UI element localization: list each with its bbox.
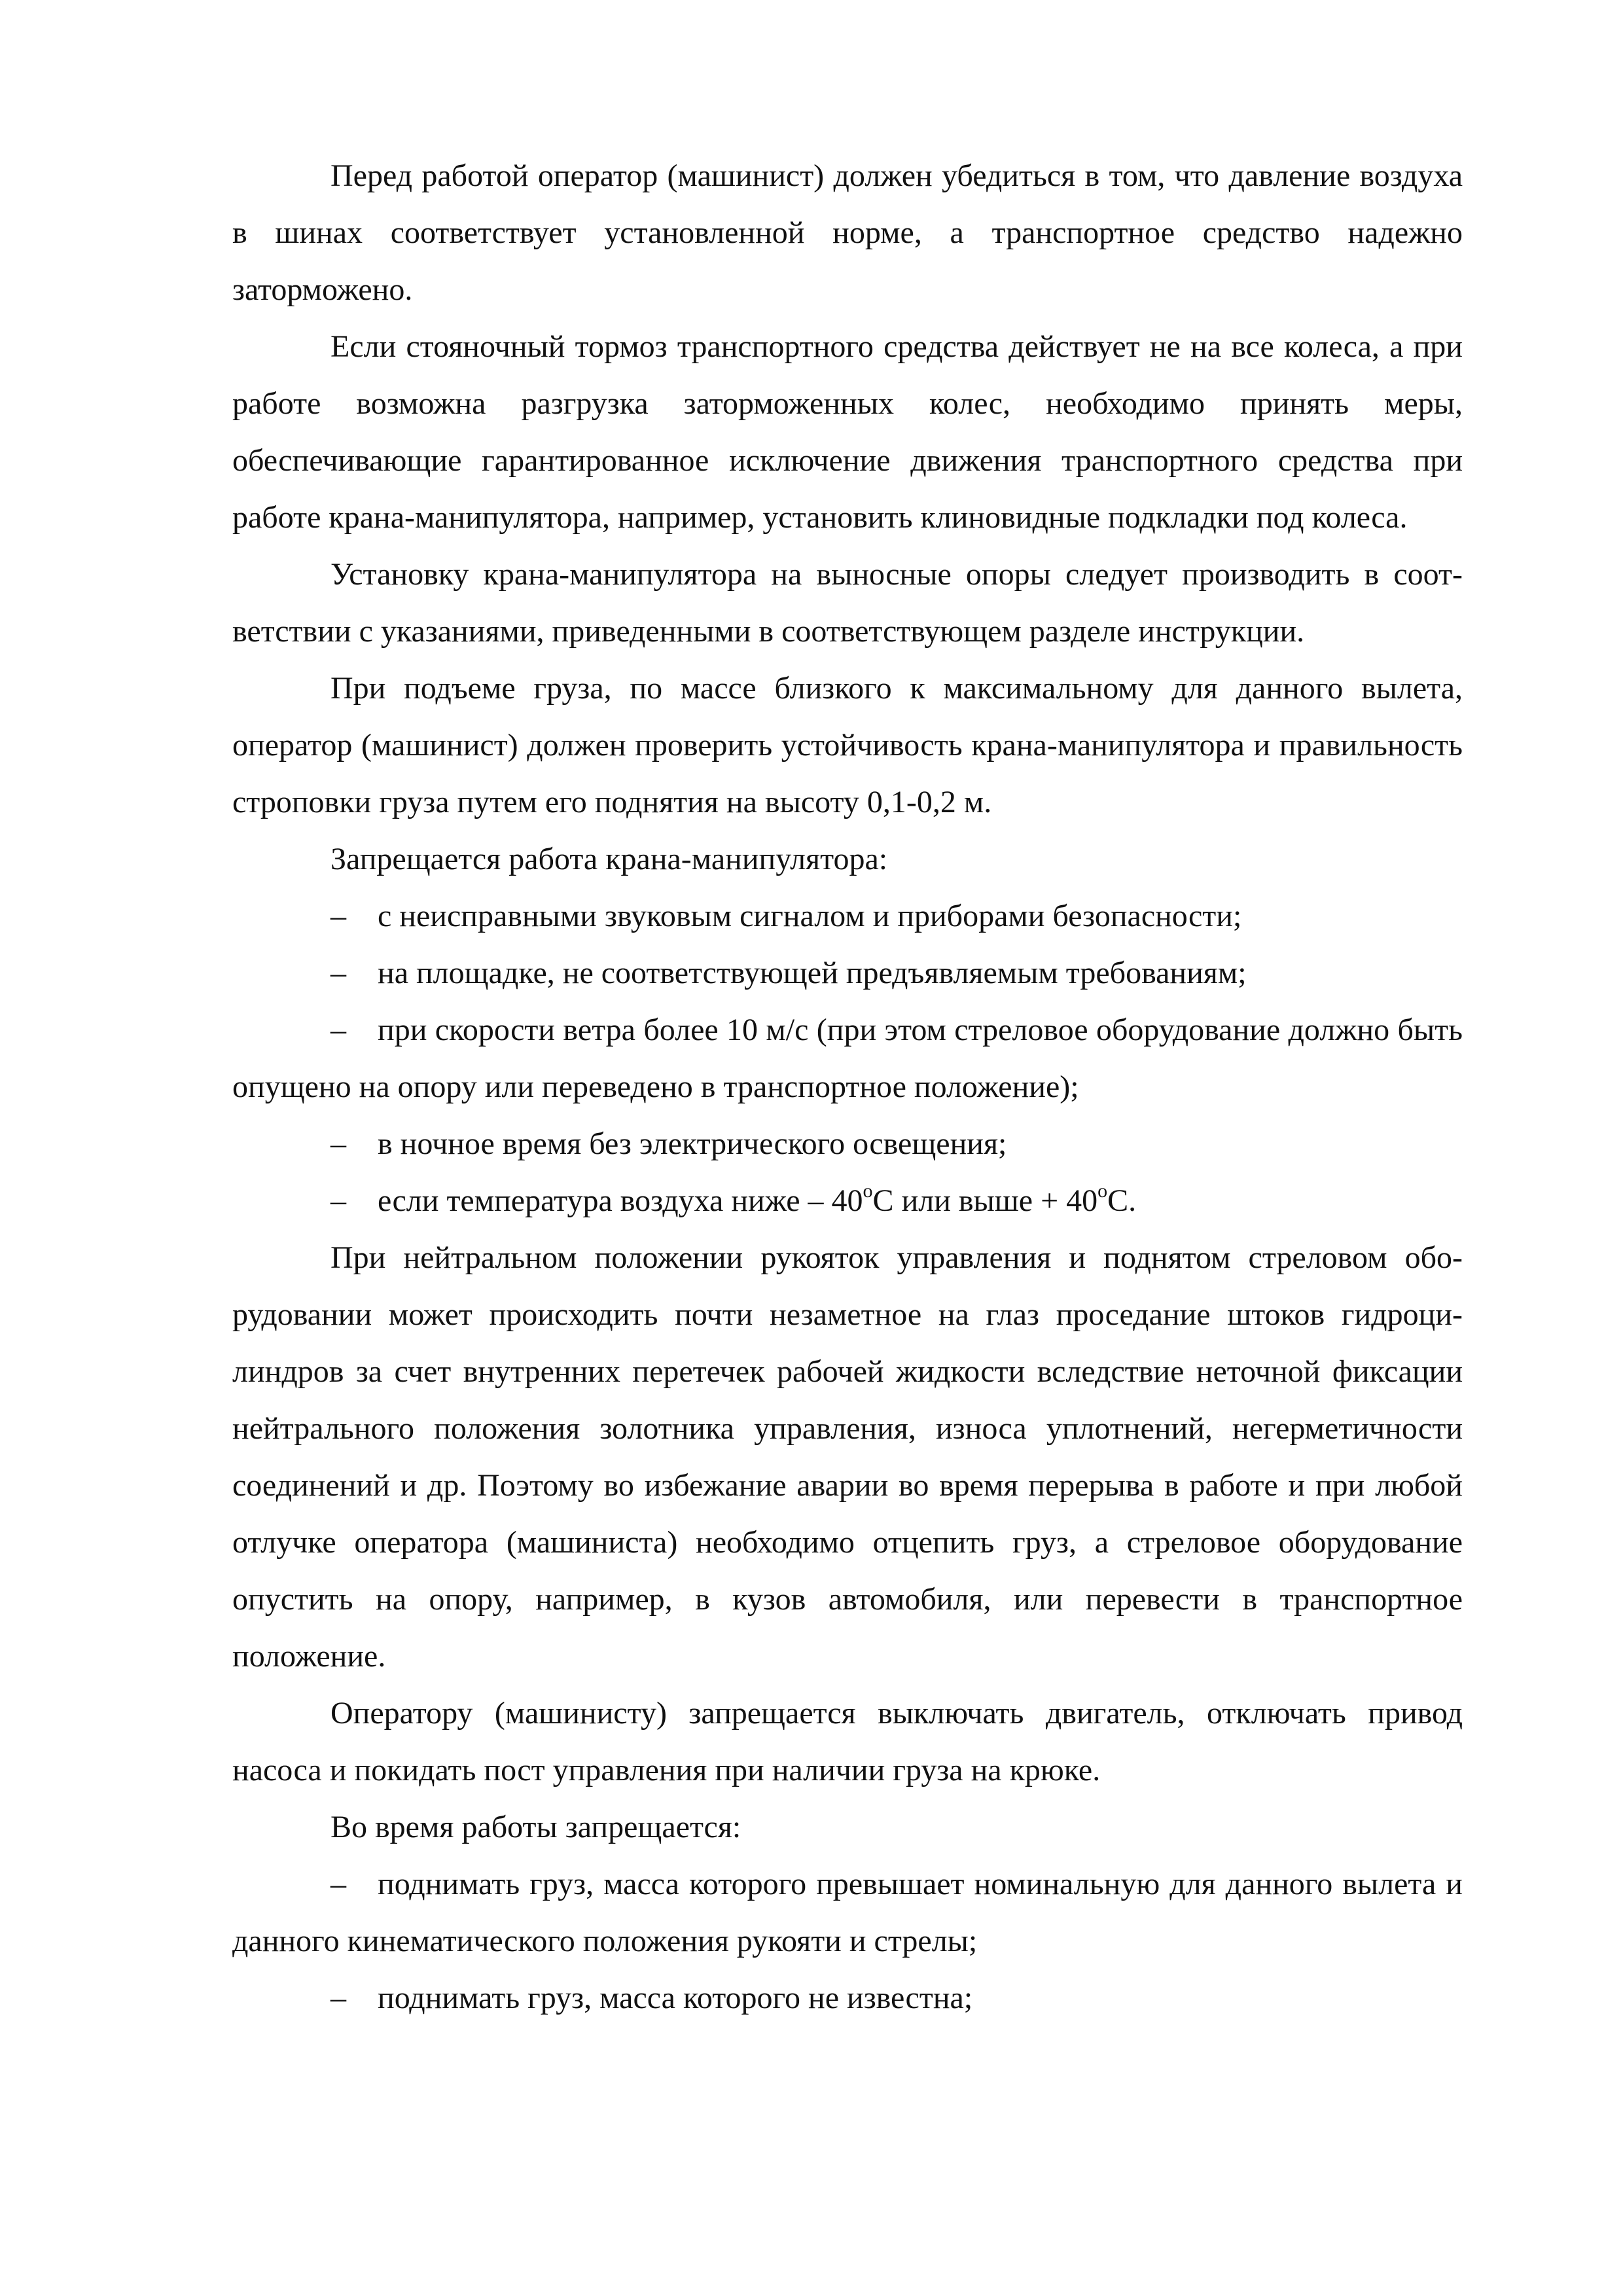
paragraph: Перед работой оператор (машинист) должен убедиться в том, что давление воздуха в шинах соответствует установленной норме, а транспортное средство надежно заторможено.: [232, 158, 1463, 307]
paragraph: При нейтральном положении рукояток управления и поднятом стреловом оборудовании может происходить почти незаметное на глаз проседание штоков гидроцилиндров за счет внутренних перетечек рабочей жидкости вследствие неточной фиксации нейтрального положения золотника управления, износа уплотнений, негерметичности соединений и др. Поэтому во избежание аварии во время перерыва в работе и при любой отлучке оператора (машиниста) необходимо отцепить груз, а стреловое оборудование опустить на опору, например, в кузов автомобиля, или перевести в транспортное положение.: [232, 1240, 1463, 1674]
list-item: [232, 944, 1463, 1001]
list-item-text: с неисправными звуковым сигналом и приборами безопасности;: [378, 899, 1242, 933]
list-dash: –: [330, 899, 346, 933]
paragraph: Если стояночный тормоз транспортного средства действует не на все колеса, а при работе возможна разгрузка заторможенных колес, необходимо принять меры, обеспечивающие гарантированное исключение движения транспортного средства при работе крана-манипулятора, например, установить клиновидные подкладки под колеса.: [232, 329, 1463, 535]
list-item-text: в ночное время без электрического освещения;: [378, 1126, 1007, 1161]
list-item: [232, 1115, 1463, 1172]
degree-superscript: о: [1097, 1180, 1108, 1202]
text-body: [232, 147, 1463, 2026]
paragraph: Во время работы запрещается:: [330, 1810, 741, 1844]
list-dash: –: [330, 1183, 346, 1218]
paragraph: Запрещается работа крана-манипулятора:: [330, 842, 888, 876]
list-dash: –: [330, 1126, 346, 1161]
list-item-text: при скорости ветра более 10 м/с (при этом стреловое оборудование должно быть опущено на опору или переведено в транспортное положение);: [232, 1013, 1463, 1104]
list-item-text: С.: [1107, 1183, 1137, 1218]
list-item-text: С или выше + 40: [872, 1183, 1098, 1218]
list-dash: –: [330, 1981, 346, 2015]
list-item-text: поднимать груз, масса которого не известна;: [378, 1981, 973, 2015]
paragraph: При подъеме груза, по массе близкого к максимальному для данного вылета, оператор (машинист) должен проверить устойчивость крана-манипулятора и правильность строповки груза путем его поднятия на высоту 0,1-0,2 м.: [232, 671, 1463, 819]
paragraph: Оператору (машинисту) запрещается выключать двигатель, отключать привод насоса и покидать пост управления при наличии груза на крюке.: [232, 1696, 1463, 1787]
list-dash: –: [330, 1013, 346, 1047]
list-dash: –: [330, 1867, 346, 1901]
list-item-text: если температура воздуха ниже – 40: [378, 1183, 863, 1218]
list-item: [232, 888, 1463, 944]
list-dash: –: [330, 956, 346, 990]
list-item: [232, 1969, 1463, 2026]
list-item: [232, 1172, 1463, 1229]
degree-superscript: о: [863, 1180, 873, 1202]
list-item-text: на площадке, не соответствующей предъявляемым требованиям;: [378, 956, 1247, 990]
list-item-text: поднимать груз, масса которого превышает номинальную для данного вылета и данного кинематического положения рукояти и стрелы;: [232, 1867, 1463, 1958]
list-item: [232, 1856, 1463, 1969]
paragraph: Установку крана-манипулятора на выносные опоры следует производить в соответствии с указаниями, приведенными в соответствующем разделе инструкции.: [232, 557, 1463, 649]
list-item: [232, 1001, 1463, 1115]
